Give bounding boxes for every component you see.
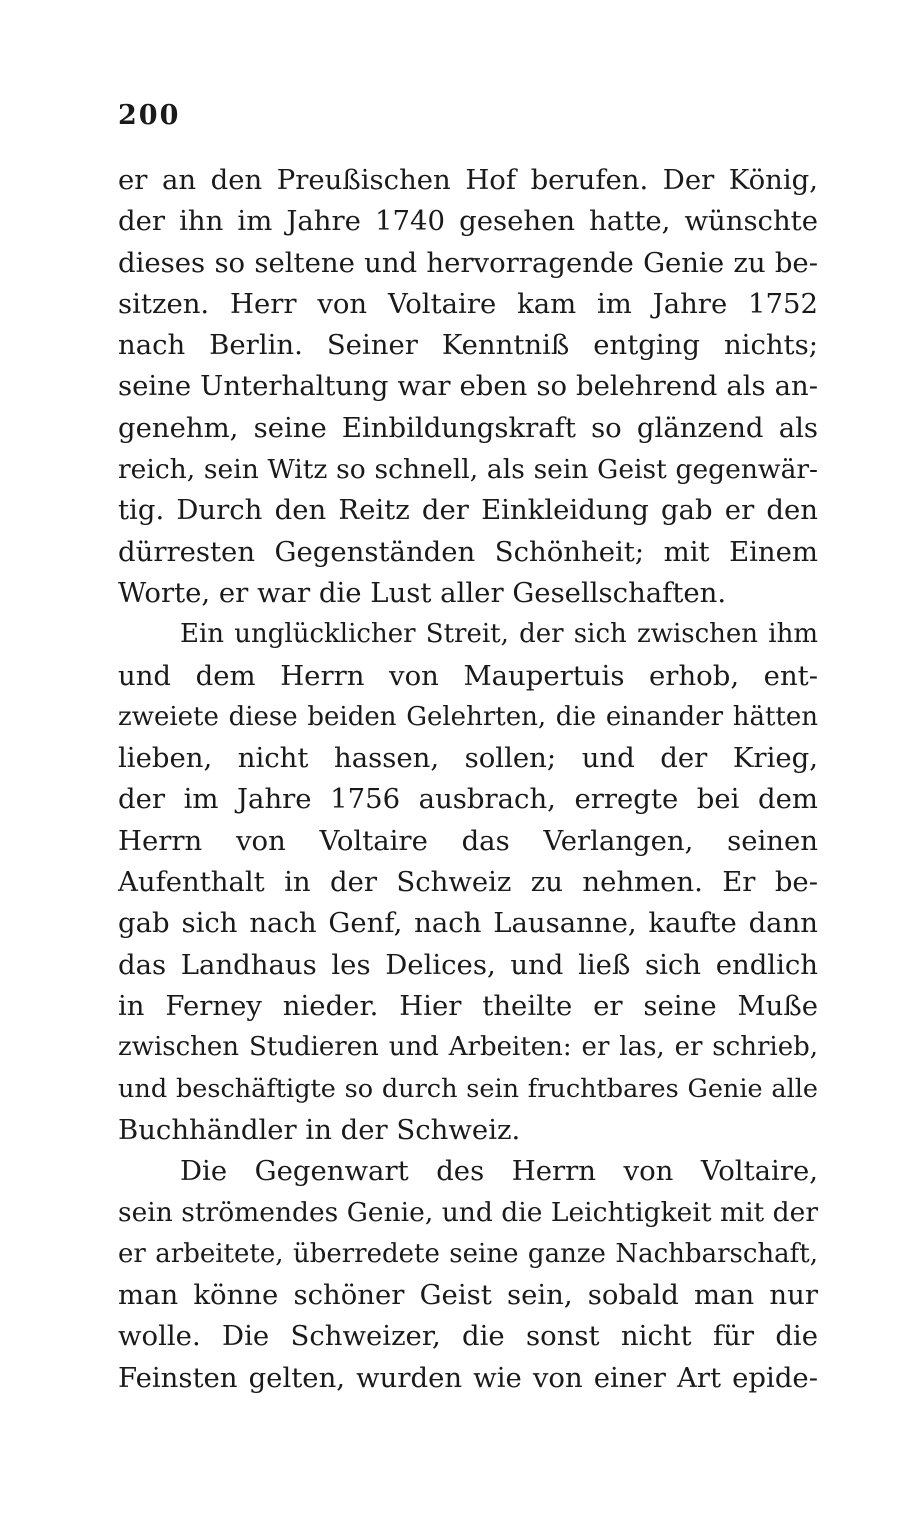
text-line: Buchhändler in der Schweiz.: [118, 1113, 521, 1146]
text-line: zwischen Studieren und Arbeiten: er las, er schrieb,: [118, 1032, 818, 1063]
text-line: dürresten Gegenständen Schönheit; mit Einem: [118, 535, 818, 568]
text-line: zweiete diese beiden Gelehrten, die einander hätten: [118, 701, 818, 732]
text-line: Die Gegenwart des Herrn von Voltaire,: [180, 1155, 818, 1188]
text-line: reich, sein Witz so schnell, als sein Geist gegenwär-: [118, 454, 818, 486]
text-line: tig. Durch den Reitz der Einkleidung gab er den: [118, 494, 818, 527]
text-line: nach Berlin. Seiner Kenntniß entging nichts;: [118, 329, 818, 362]
text-line: er an den Preußischen Hof berufen. Der König,: [118, 164, 818, 196]
text-line: sitzen. Herr von Voltaire kam im Jahre 1752: [118, 287, 818, 320]
text-line: sein strömendes Genie, und die Leichtigkeit mit der: [118, 1197, 818, 1229]
text-line: der im Jahre 1756 ausbrach, erregte bei dem: [118, 783, 818, 816]
body-text: [118, 160, 818, 1399]
text-line: lieben, nicht hassen, sollen; und der Krieg,: [118, 742, 818, 775]
text-line: Worte, er war die Lust aller Gesellschaften.: [118, 576, 727, 609]
text-line: in Ferney nieder. Hier theilte er seine Muße: [118, 989, 818, 1022]
text-line: Feinsten gelten, wurden wie von einer Art epide-: [118, 1361, 818, 1394]
text-line: wolle. Die Schweizer, die sonst nicht für die: [118, 1320, 818, 1353]
text-line: Aufenthalt in der Schweiz zu nehmen. Er be-: [118, 866, 818, 899]
text-line: der ihn im Jahre 1740 gesehen hatte, wünschte: [118, 205, 818, 238]
text-line: und dem Herrn von Maupertuis erhob, ent-: [118, 659, 818, 692]
text-line: seine Unterhaltung war eben so belehrend als an-: [118, 370, 818, 403]
page-number: 200: [118, 100, 181, 131]
text-line: das Landhaus les Delices, und ließ sich endlich: [118, 948, 818, 981]
text-line: genehm, seine Einbildungskraft so glänzend als: [118, 411, 818, 444]
text-line: gab sich nach Genf, nach Lausanne, kaufte dann: [118, 907, 818, 940]
text-line: Ein unglücklicher Streit, der sich zwischen ihm: [180, 619, 818, 650]
text-line: Herrn von Voltaire das Verlangen, seinen: [118, 824, 818, 857]
text-line: man könne schöner Geist sein, sobald man nur: [118, 1279, 818, 1312]
text-line: und beschäftigte so durch sein fruchtbares Genie alle: [118, 1073, 818, 1104]
text-line: er arbeitete, überredete seine ganze Nachbarschaft,: [118, 1238, 818, 1269]
text-line: dieses so seltene und hervorragende Genie zu be-: [118, 246, 818, 279]
